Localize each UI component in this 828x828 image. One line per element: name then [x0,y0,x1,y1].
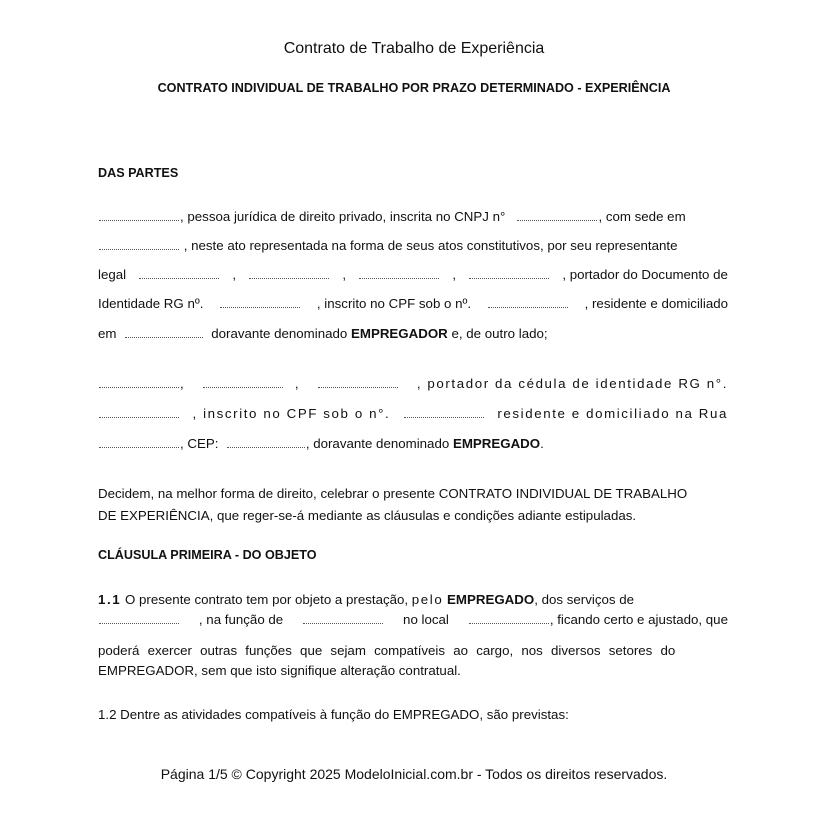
blank-field[interactable] [404,407,484,418]
blank-field[interactable] [227,437,305,448]
clause-1-1-line-1: 1.1 O presente contrato tem por objeto a prestação, pelo EMPREGADO, dos serviços de [98,592,635,607]
empregado-line-1: , , , portador da cédula de identidade RG n°. [98,376,728,392]
blank-field[interactable] [488,297,568,308]
document-title: Contrato de Trabalho de Experiência [283,40,545,57]
blank-field[interactable] [99,407,179,418]
blank-field[interactable] [125,327,203,338]
empregado-line-2: , inscrito no CPF sob o n°. residente e domiciliado na Rua [98,406,728,422]
empregador-line-1: , pessoa jurídica de direito privado, inscrita no CNPJ n° , com sede em [98,209,722,225]
blank-field[interactable] [517,210,597,221]
blank-field[interactable] [220,297,300,308]
blank-field[interactable] [99,613,179,624]
blank-field[interactable] [303,613,383,624]
clause-number: 1.1 [98,592,122,607]
blank-field[interactable] [249,268,329,279]
empregador-line-2: , neste ato representada na forma de seus atos constitutivos, por seu representante [98,238,728,254]
empregador-line-4: Identidade RG nº. , inscrito no CPF sob o nº. , residente e domiciliado [98,296,728,311]
blank-field[interactable] [359,268,439,279]
section-heading-das-partes: DAS PARTES [98,166,179,180]
clause-1-1-line-2: , na função de no local , ficando certo e ajustado, que [98,612,728,628]
blank-field[interactable] [318,377,398,388]
blank-field[interactable] [99,239,179,250]
blank-field[interactable] [99,210,179,221]
preambulo-line-2: DE EXPERIÊNCIA, que reger-se-á mediante as cláusulas e condições adiante estipuladas. [98,508,637,523]
preambulo-line-1: Decidem, na melhor forma de direito, celebrar o presente CONTRATO INDIVIDUAL DE TRABALHO [98,486,688,501]
clause-1-1-line-3: poderá exercer outras funções que sejam compatíveis ao cargo, nos diversos setores do [98,643,676,658]
party-name-empregado: EMPREGADO [452,436,541,451]
clause-1-2: 1.2 Dentre as atividades compatíveis à função do EMPREGADO, são previstas: [98,707,569,722]
page-footer: Página 1/5 © Copyright 2025 ModeloInicial.com.br - Todos os direitos reservados. [160,766,668,782]
blank-field[interactable] [139,268,219,279]
party-name-empregador: EMPREGADOR [351,326,448,341]
section-heading-clausula-primeira: CLÁUSULA PRIMEIRA - DO OBJETO [98,548,317,562]
blank-field[interactable] [203,377,283,388]
blank-field[interactable] [99,377,179,388]
document-subtitle: CONTRATO INDIVIDUAL DE TRABALHO POR PRAZO DETERMINADO - EXPERIÊNCIA [157,81,671,95]
blank-field[interactable] [469,268,549,279]
empregador-line-5: em doravante denominado EMPREGADOR e, de outro lado; [98,326,548,341]
empregado-line-3: , CEP: , doravante denominado EMPREGADO. [98,436,728,452]
empregador-line-3: legal , , , , portador do Documento de [98,267,728,282]
blank-field[interactable] [99,437,179,448]
blank-field[interactable] [469,613,549,624]
clause-1-1-line-4: EMPREGADOR, sem que isto signifique alteração contratual. [98,663,461,678]
